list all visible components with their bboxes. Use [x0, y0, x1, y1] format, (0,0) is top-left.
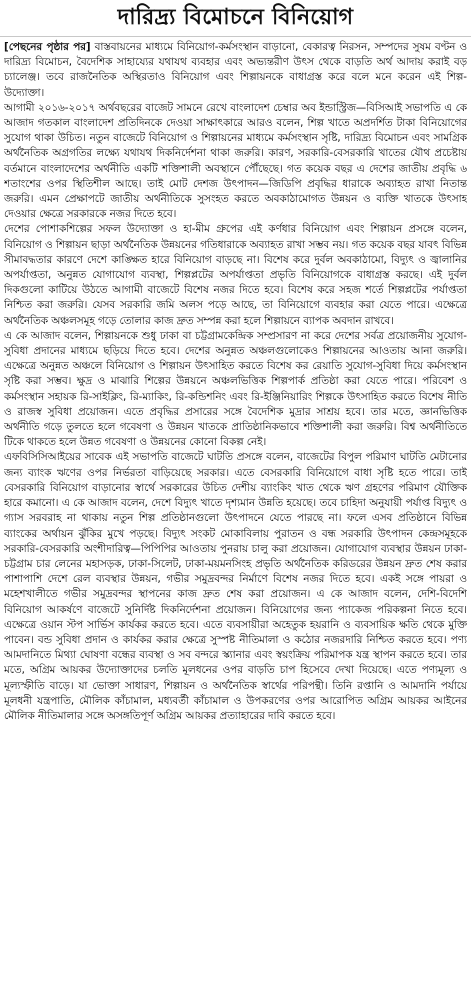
- article-paragraph-2: আগামী ২০১৬-২০১৭ অর্থবছরের বাজেট সামনে রেখে বাংলাদেশ চেম্বার অব ইন্ডাস্ট্রিজ—বিসিআই সভাপতি এ কে আজাদ গতকাল বাংলাদেশ প্রতিদিনকে দেওয়া সাক্ষাৎকারে আরও বলেন, শিল্প খাতে অপ্রদর্শিত টাকা বিনিয়োগের সুযোগ থাকা উচিত। নতুন বাজেটে বিনিয়োগ ও শিল্পায়নের মাধ্যমে কর্মসংস্থান সৃষ্টি, দারিদ্র্য বিমোচন এবং সামগ্রিক অর্থনৈতিক অগ্রগতির লক্ষ্যে যথাযথ দিকনির্দেশনা থাকা জরুরি। কারণ, সরকারি-বেসরকারি খাতের যৌথ প্রচেষ্টায় বর্তমানে বাংলাদেশের অর্থনীতি একটি শক্তিশালী অবস্থানে পৌঁছেছে। গত কয়েক বছর এ দেশের জাতীয় প্রবৃদ্ধি ৬ শতাংশের ওপর স্থিতিশীল আছে। তাই মোট দেশজ উৎপাদন—জিডিপি প্রবৃদ্ধির ধারাকে অব্যাহত রাখা নিতান্ত জরুরি। এমন প্রেক্ষাপটে জাতীয় অর্থনীতিকে সুসংহত করতে অবকাঠামোগত উন্নয়ন ও ব্যক্তি খাতকে উৎসাহ দেওয়ার ক্ষেত্রে সরকারকে নজর দিতে হবে।: [4, 101, 467, 221]
- article-title: দারিদ্র্য বিমোচনে বিনিয়োগ: [117, 4, 354, 30]
- article-body: [4, 37, 467, 995]
- article-paragraph-3: দেশের পোশাকশিল্পের সফল উদ্যোক্তা ও হা-মীম গ্রুপের এই কর্ণধার বিনিয়োগ এবং শিল্পায়ন প্রসঙ্গে বলেন, বিনিয়োগ ও শিল্পায়ন ছাড়া অর্থনৈতিক উন্নয়নের গতিধারাকে অব্যাহত রাখা সম্ভব নয়। গত কয়েক বছর যাবৎ বিভিন্ন সীমাবদ্ধতার কারণে দেশে কাঙ্ক্ষিত হারে বিনিয়োগ বাড়ছে না। বিশেষ করে দুর্বল অবকাঠামো, বিদ্যুৎ ও জ্বালানির অপর্যাপ্ততা, অনুন্নত যোগাযোগ ব্যবস্থা, শিল্পপ্লটের অপর্যাপ্ততা প্রভৃতি বিনিয়োগকে বাধাগ্রস্ত করছে। এই দুর্বল দিকগুলো কাটিয়ে উঠতে আগামী বাজেটে বিশেষ নজর দিতে হবে। বিশেষ করে সহজ শর্তে শিল্পপ্লটের পর্যাপ্ততা নিশ্চিত করা জরুরি। যেসব সরকারি জমি অলস পড়ে আছে, তা বিনিয়োগে ব্যবহার করা যেতে পারে। এক্ষেত্রে অর্থনৈতিক অঞ্চলসমূহ গড়ে তোলার কাজ দ্রুত সম্পন্ন করা হলে শিল্পায়নে ব্যাপক অবদান রাখবে।: [4, 223, 467, 327]
- headline-bar: [0, 0, 471, 37]
- article-paragraph-5: এফবিসিসিআইয়ের সাবেক এই সভাপতি বাজেটে ঘাটতি প্রসঙ্গে বলেন, বাজেটের বিপুল পরিমাণ ঘাটতি মেটানোর জন্য ব্যাংক ঋণের ওপর নির্ভরতা বাড়িয়েছে সরকার। এতে বেসরকারি বিনিয়োগে বাধা সৃষ্টি হতে পারে। তাই বেসরকারি বিনিয়োগ বাড়ানোর স্বার্থে সরকারের উচিত দেশীয় ব্যাংকিং খাত থেকে ঋণ গ্রহণের পরিমাণ যৌক্তিক হারে কমানো। এ কে আজাদ বলেন, দেশে বিদ্যুৎ খাতে দৃশ্যমান উন্নতি হয়েছে। তবে চাহিদা অনুযায়ী পর্যাপ্ত বিদ্যুৎ ও গ্যাস সরবরাহ না থাকায় নতুন শিল্প প্রতিষ্ঠানগুলো উৎপাদনে যেতে পারছে না। ফলে এসব প্রতিষ্ঠানে বিভিন্ন ব্যাংকের অর্থায়ন ঝুঁকির মুখে পড়ছে। বিদ্যুৎ সংকট মোকাবিলায় পুরাতন ও বন্ধ সরকারি উৎপাদন কেন্দ্রসমূহকে সরকারি-বেসরকারি অংশীদারিত্ব—পিপিপির আওতায় পুনরায় চালু করা প্রয়োজন। যোগাযোগ ব্যবস্থার উন্নয়ন ঢাকা-চট্টগ্রাম চার লেনের মহাসড়ক, ঢাকা-সিলেট, ঢাকা-ময়মনসিংহ প্রভৃতি অর্থনৈতিক করিডরের উন্নয়ন দ্রুত শেষ করার পাশাপাশি দেশে রেল ব্যবস্থার উন্নয়ন, গভীর সমুদ্রবন্দর নির্মাণে বিশেষ নজর দিতে হবে। একই সঙ্গে পায়রা ও মহেশখালীতে গভীর সমুদ্রবন্দর স্থাপনের কাজ দ্রুত শেষ করা প্রয়োজন। এ কে আজাদ বলেন, দেশি-বিদেশি বিনিয়োগ আকর্ষণে বাজেটে সুনির্দিষ্ট দিকনির্দেশনা প্রয়োজন। বিনিয়োগের জন্য প্যাকেজ পরিকল্পনা নিতে হবে। এক্ষেত্রে ওয়ান স্টপ সার্ভিস কার্যকর করতে হবে। এতে ব্যবসায়ীরা অহেতুক হয়রানি ও ব্যবসায়িক ক্ষতি থেকে মুক্তি পাবেন। বন্ড সুবিধা প্রদান ও কার্যকর করার ক্ষেত্রে সুস্পষ্ট নীতিমালা ও কঠোর নজরদারি নিশ্চিত করতে হবে। পণ্য আমদানিতে মিথ্যা ঘোষণা বন্ধের ব্যবস্থা ও সব বন্দরে স্ক্যানার এবং স্বয়ংক্রিয় পরিমাপক যন্ত্র স্থাপন করতে হবে। তার মতে, অগ্রিম আয়কর উদ্যোক্তাদের চলতি মূলধনের ওপর বাড়তি চাপ হিসেবে দেখা দিয়েছে। এতে পণ্যমূল্য ও মূল্যস্ফীতি বাড়ে। যা ভোক্তা সাধারণ, শিল্পায়ন ও অর্থনৈতিক স্বার্থের পরিপন্থী। তিনি রপ্তানি ও আমদানি পর্যায়ে মূলধনী যন্ত্রপাতি, মৌলিক কাঁচামাল, মধ্যবর্তী কাঁচামাল ও উপকরণের ওপর আরোপিত অগ্রিম আয়কর আইনের মৌলিক নীতিমালার সঙ্গে অসঙ্গতিপূর্ণ অগ্রিম আয়কর প্রত্যাহারের দাবি করতে হবে।: [4, 451, 467, 722]
- article-paragraph-1: [4, 40, 467, 101]
- article-paragraph-4: এ কে আজাদ বলেন, শিল্পায়নকে শুধু ঢাকা বা চট্টগ্রামকেন্দ্রিক সম্প্রসারণ না করে দেশের সর্বত্র প্রয়োজনীয় সুযোগ-সুবিধা প্রদানের মাধ্যমে ছড়িয়ে দিতে হবে। দেশের অনুন্নত অঞ্চলগুলোকেও শিল্পায়নের আওতায় আনা জরুরি। এক্ষেত্রে অনুন্নত অঞ্চলে বিনিয়োগ ও শিল্পায়ন উৎসাহিত করতে বিশেষ কর রেয়াতি সুযোগ-সুবিধা দিয়ে কর্মসংস্থান সৃষ্টি করা সম্ভব। ক্ষুদ্র ও মাঝারি শিল্পের উন্নয়নে অঞ্চলভিত্তিক শিল্পপার্ক প্রতিষ্ঠা করা যেতে পারে। পরিবেশ ও কর্মসংস্থান সহায়ক রি-সাইক্লিং, রি-ম্যাকিং, রি-কন্ডিশনিং এবং রি-ইঞ্জিনিয়ারিং শিল্পকে উৎসাহিত করতে বিশেষ নীতি ও রাজস্ব সুবিধা প্রয়োজন। এতে প্রবৃদ্ধির প্রসারের সঙ্গে বৈদেশিক মুদ্রার সাশ্রয় হবে। তার মতে, জ্ঞানভিত্তিক অর্থনীতি গড়ে তুলতে হলে গবেষণা ও উন্নয়ন খাতকে প্রাতিষ্ঠানিকভাবে শক্তিশালী করা জরুরি। বিশ্ব অর্থনীতিতে টিকে থাকতে হলে উন্নত গবেষণা ও উন্নয়নের কোনো বিকল্প নেই।: [4, 329, 467, 449]
- paragraph-text: বাস্তবায়নের মাধ্যমে বিনিয়োগ-কর্মসংস্থান বাড়ানো, বেকারত্ব নিরসন, সম্পদের সুষম বণ্টন ও দারিদ্র্য বিমোচন, বৈদেশিক সাহায্যের যথাযথ ব্যবহার এবং অভ্যন্তরীণ উৎস থেকে বাড়তি অর্থ আদায় করাই বড় চ্যালেঞ্জ। তবে রাজনৈতিক অস্থিরতাও বিনিয়োগ এবং শিল্পায়নকে বাধাগ্রস্ত করে বলে মনে করেন এই শিল্প-উদ্যোক্তা।: [4, 41, 467, 99]
- continuation-lead: [পেছনের পৃষ্ঠার পর]: [4, 41, 91, 53]
